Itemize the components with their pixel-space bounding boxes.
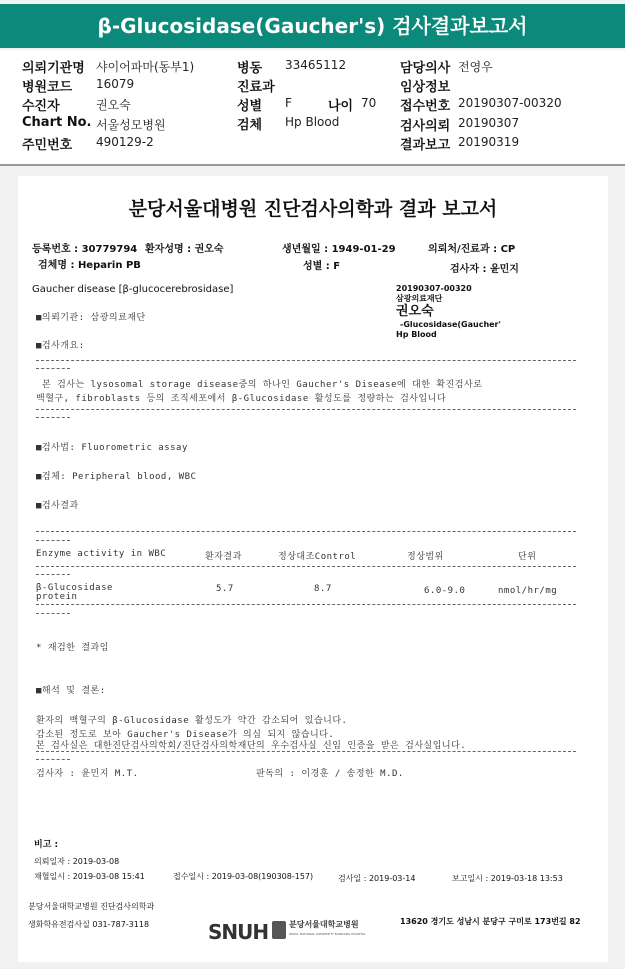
- ward-value: 33465112: [285, 58, 347, 72]
- label-test: -Glucosidase(Gaucher': [400, 320, 501, 329]
- divider: [36, 566, 576, 567]
- result-report-document: [18, 176, 608, 962]
- label-name: 권오숙: [396, 304, 434, 319]
- row-name-1: β-Glucosidase: [36, 583, 113, 593]
- col-enzyme: Enzyme activity in WBC: [36, 549, 167, 559]
- specimen-label: 검체: [237, 118, 263, 133]
- request-date: 의뢰일자 : 2019-03-08: [34, 857, 120, 866]
- label-number: 20190307-00320: [396, 284, 472, 293]
- label-spec: Hp Blood: [396, 330, 437, 339]
- col-control: 정상대조Control: [278, 552, 357, 562]
- overview-line-1: 본 검사는 lysosomal storage disease중의 하나인 Gaucher's Disease에 대한 확진검사로: [42, 380, 483, 390]
- report-examiner: 검사자 : 윤민지: [450, 264, 519, 275]
- overview-heading: ■검사개요:: [36, 341, 85, 351]
- divider: [36, 751, 576, 752]
- receipt-value: 20190307-00320: [458, 96, 562, 110]
- interpretation-line-1: 환자의 백혈구의 β-Glucosidase 활성도가 약간 감소되어 있습니다.: [36, 716, 348, 726]
- footer-lab: 생화학유전검사실 031-787-3118: [28, 920, 150, 929]
- note-label: 비고 :: [34, 840, 59, 850]
- doctor-value: 전영우: [458, 60, 493, 74]
- chart-label: Chart No.: [22, 115, 92, 130]
- report-value: 20190319: [458, 135, 520, 149]
- specimen-label-sticker: [396, 284, 526, 352]
- row-patient-value: 5.7: [216, 584, 234, 594]
- snuh-logo: [208, 916, 408, 946]
- label-org: 삼광의료재단: [396, 294, 443, 303]
- reg-no: 등록번호 : 30779794: [32, 244, 138, 255]
- specimen-value: Hp Blood: [285, 115, 340, 129]
- request-label: 검사의뢰: [400, 119, 451, 134]
- request-org: ■의뢰기관: 삼광의료재단: [36, 313, 146, 323]
- specimen-name: 검체명 : Heparin PB: [38, 260, 141, 271]
- sex-value: F: [285, 96, 292, 110]
- divider: [36, 540, 70, 541]
- address: 13620 경기도 성남시 분당구 구미로 173번길 82: [400, 917, 581, 926]
- col-unit: 단위: [518, 552, 537, 562]
- emblem-icon: [272, 921, 286, 939]
- dob: 생년월일 : 1949-01-29: [282, 244, 396, 255]
- rrn-value: 490129-2: [96, 135, 154, 149]
- rrn-label: 주민번호: [22, 138, 73, 153]
- logo-kr: 분당서울대학교병원: [289, 920, 359, 929]
- hosp-code-value: 16079: [96, 77, 135, 91]
- result-heading: ■검사결과: [36, 501, 79, 511]
- logo-text: SNUH: [208, 920, 269, 944]
- recheck-note: * 재검한 결과임: [36, 643, 109, 653]
- chart-value: 서울성모병원: [96, 118, 166, 132]
- row-control-value: 8.7: [314, 584, 332, 594]
- test-date: 검사일 : 2019-03-14: [338, 874, 416, 883]
- receive-time: 접수일시 : 2019-03-08(190308-157): [173, 872, 314, 881]
- ward-label: 병동: [237, 61, 263, 76]
- referral: 의뢰처/진료과 : CP: [428, 244, 516, 255]
- request-value: 20190307: [458, 116, 520, 130]
- sex-label: 성별: [237, 99, 263, 114]
- report-title: β-Glucosidase(Gaucher's) 검사결과보고서: [0, 4, 625, 48]
- divider: [36, 368, 70, 369]
- divider: [36, 759, 70, 760]
- specimen-line: ■검체: Peripheral blood, WBC: [36, 472, 197, 482]
- row-name-2: protein: [36, 592, 78, 602]
- logo-en: SEOUL NATIONAL UNIVERSITY BUNDANG HOSPITAL: [289, 932, 366, 936]
- interpretation-line-2: 감소된 정도로 보아 Gaucher's Disease가 의심 되지 않습니다.: [36, 730, 335, 740]
- divider: [36, 574, 70, 575]
- tester: 검사자 : 윤민지 M.T.: [36, 769, 139, 779]
- report-sex: 성별 : F: [303, 261, 341, 272]
- row-unit-value: nmol/hr/mg: [498, 586, 558, 596]
- hosp-code-label: 병원코드: [22, 80, 73, 95]
- report-time: 보고일시 : 2019-03-18 13:53: [452, 874, 563, 883]
- divider: [36, 613, 70, 614]
- age-value: 70: [361, 96, 377, 110]
- doctor-label: 담당의사: [400, 61, 451, 76]
- row-range-value: 6.0-9.0: [424, 586, 466, 596]
- age-label: 나이: [328, 99, 354, 114]
- reader: 판독의 : 이경훈 / 송정한 M.D.: [256, 769, 404, 779]
- test-name: Gaucher disease [β-glucocerebrosidase]: [32, 284, 234, 295]
- col-patient-result: 환자결과: [205, 552, 242, 562]
- divider: [36, 604, 576, 605]
- collect-time: 채혈일시 : 2019-03-08 15:41: [34, 872, 145, 881]
- order-org-label: 의뢰기관명: [22, 61, 85, 76]
- clinical-label: 임상정보: [400, 80, 451, 95]
- patient-name: 환자성명 : 권오숙: [145, 244, 224, 255]
- col-normal-range: 정상범위: [407, 552, 444, 562]
- receipt-label: 접수번호: [400, 99, 451, 114]
- interpretation-heading: ■해석 및 결론:: [36, 686, 106, 696]
- method: ■검사법: Fluorometric assay: [36, 443, 188, 453]
- divider: [36, 531, 576, 532]
- footer-org: 분당서울대학교병원 진단검사의학과: [28, 902, 155, 911]
- divider: [36, 417, 70, 418]
- overview-line-2: 백혈구, fibroblasts 등의 조직세포에서 β-Glucosidase 활성도를 정량하는 검사입니다: [36, 394, 447, 404]
- order-org-value: 샤이어파마(동부1): [96, 60, 195, 74]
- report-label: 결과보고: [400, 138, 451, 153]
- recipient-value: 권오숙: [96, 98, 131, 112]
- patient-info-panel: [0, 50, 625, 166]
- dept-label: 진료과: [237, 80, 275, 95]
- report-heading: 분당서울대병원 진단검사의학과 결과 보고서: [128, 198, 498, 220]
- divider: [36, 360, 576, 361]
- recipient-label: 수진자: [22, 99, 60, 114]
- divider: [36, 409, 576, 410]
- interpretation-line-3: 본 검사실은 대한진단검사의학회/진단검사의학재단의 우수검사실 신임 인증을 받은 검사실입니다.: [36, 741, 467, 751]
